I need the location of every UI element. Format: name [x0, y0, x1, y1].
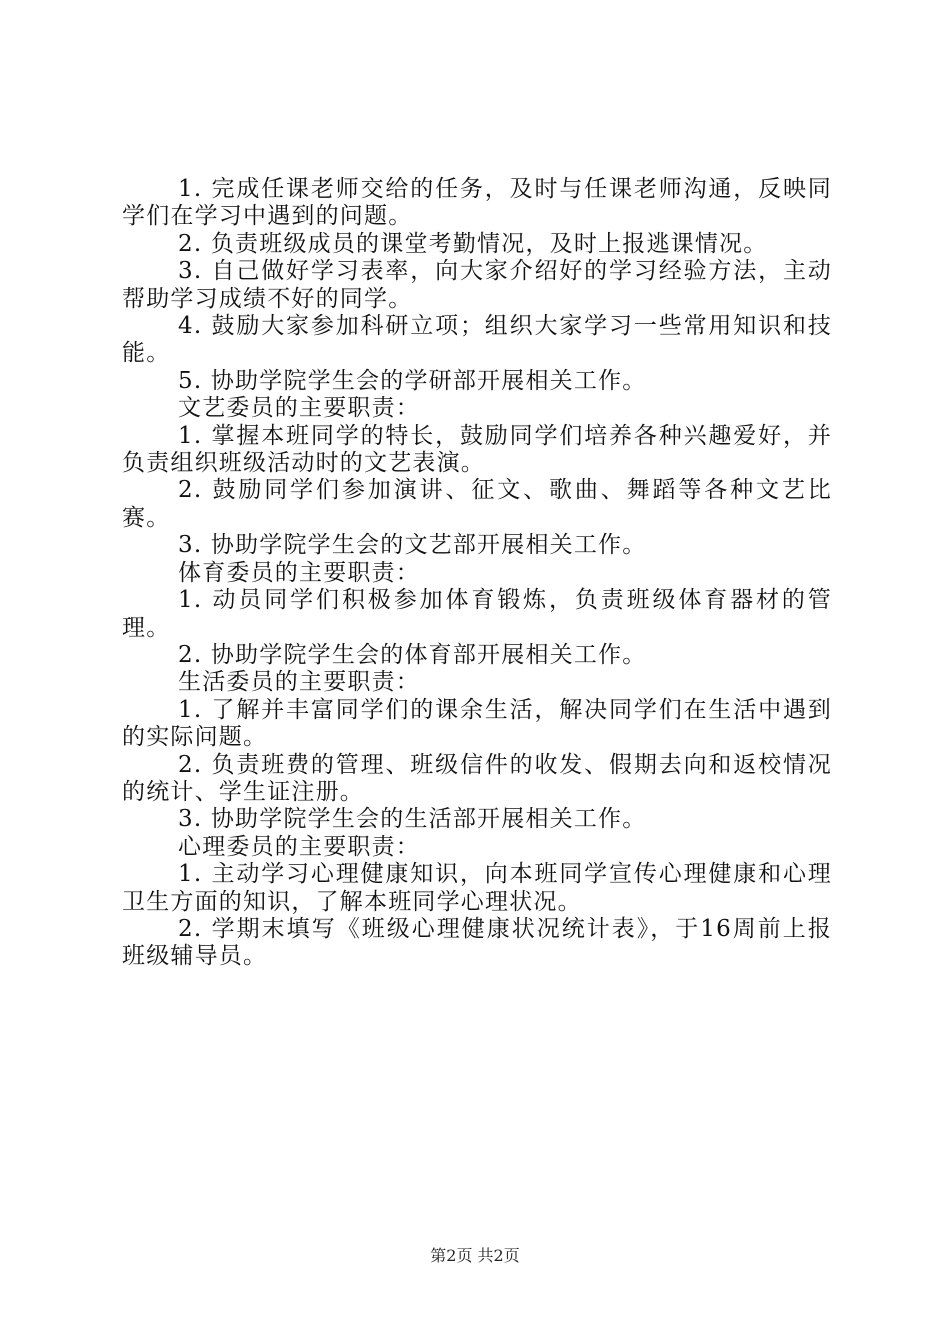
paragraph-7: 2. 鼓励同学们参加演讲、征文、歌曲、舞蹈等各种文艺比赛。	[122, 477, 832, 531]
section-heading-psychology: 心理委员的主要职责：	[178, 833, 420, 860]
section-heading-life: 生活委员的主要职责：	[178, 669, 420, 696]
paragraph-11: 1. 了解并丰富同学们的课余生活，解决同学们在生活中遇到的实际问题。	[122, 696, 832, 751]
document-body	[122, 176, 832, 971]
page-footer: 第2页 共2页	[430, 1246, 520, 1265]
section-heading-sports: 体育委员的主要职责：	[178, 559, 420, 586]
paragraph-2: 2. 负责班级成员的课堂考勤情况，及时上报逃课情况。	[178, 230, 768, 257]
section-heading-arts: 文艺委员的主要职责：	[178, 395, 420, 422]
paragraph-5: 5. 协助学院学生会的学研部开展相关工作。	[178, 367, 647, 394]
paragraph-12: 2. 负责班费的管理、班级信件的收发、假期去向和返校情况的统计、学生证注册。	[122, 751, 832, 805]
paragraph-13: 3. 协助学院学生会的生活部开展相关工作。	[178, 806, 647, 833]
paragraph-14: 1. 主动学习心理健康知识，向本班同学宣传心理健康和心理卫生方面的知识，了解本班同学心理状况。	[122, 861, 832, 915]
paragraph-3: 3. 自己做好学习表率，向大家介绍好的学习经验方法，主动帮助学习成绩不好的同学。	[122, 258, 832, 312]
paragraph-4: 4. 鼓励大家参加科研立项；组织大家学习一些常用知识和技能。	[122, 313, 832, 367]
paragraph-1: 1. 完成任课老师交给的任务，及时与任课老师沟通，反映同学们在学习中遇到的问题。	[122, 176, 832, 230]
paragraph-10: 2. 协助学院学生会的体育部开展相关工作。	[178, 641, 647, 668]
paragraph-8: 3. 协助学院学生会的文艺部开展相关工作。	[178, 532, 647, 559]
paragraph-6: 1. 掌握本班同学的特长，鼓励同学们培养各种兴趣爱好，并负责组织班级活动时的文艺表演。	[122, 422, 832, 477]
paragraph-9: 1. 动员同学们积极参加体育锻炼，负责班级体育器材的管理。	[122, 587, 832, 641]
paragraph-15: 2. 学期末填写《班级心理健康状况统计表》，于16周前上报班级辅导员。	[122, 915, 832, 970]
